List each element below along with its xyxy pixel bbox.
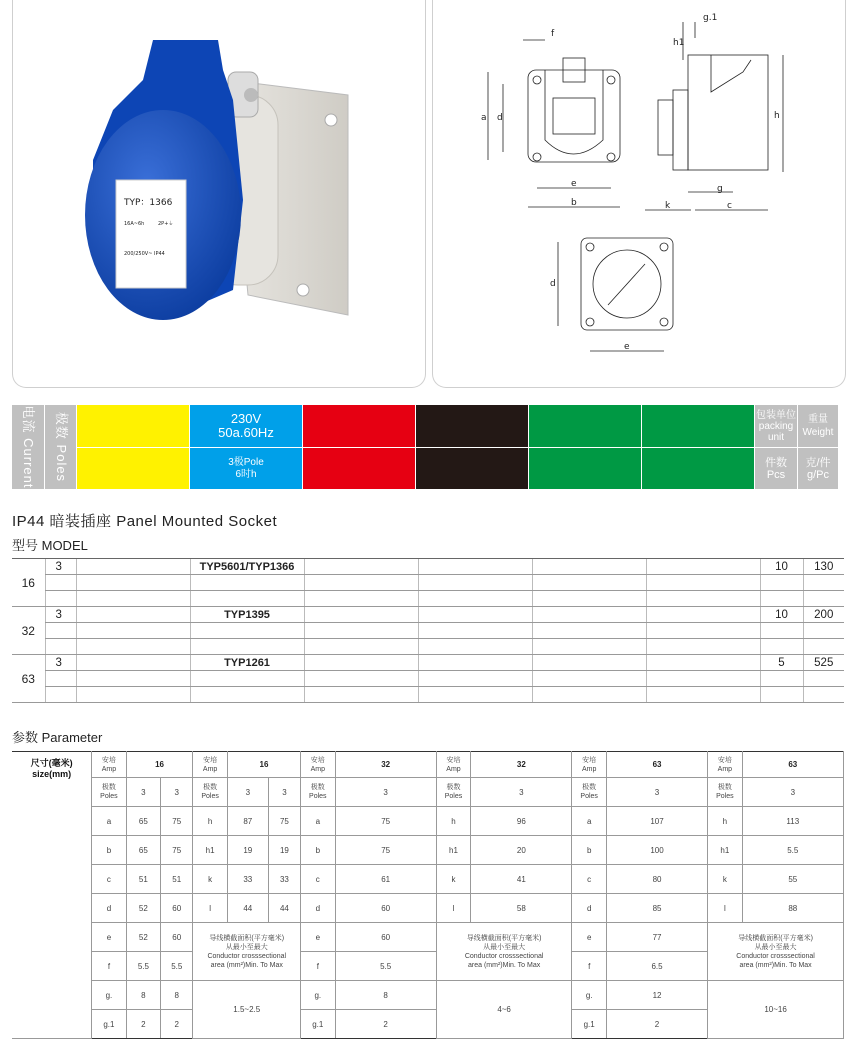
color-cell-green xyxy=(528,405,641,489)
empty-cell xyxy=(760,623,803,639)
empty-cell xyxy=(45,639,76,655)
dim-value: 60 xyxy=(161,923,193,952)
dim-value: 52 xyxy=(126,923,160,952)
table-row xyxy=(12,655,844,671)
dim-value: 85 xyxy=(606,894,707,923)
bilingual-label: 极数 Poles xyxy=(201,784,219,800)
parameter-table xyxy=(12,751,844,1039)
conductor-label: 导线横截面积(平方毫米) 从最小至最大 Conductor crosssectional area (mm²)Min. To Max xyxy=(436,923,572,981)
dim-value: 58 xyxy=(471,894,572,923)
table-row xyxy=(12,623,844,639)
page-title: IP44 暗装插座 Panel Mounted Socket xyxy=(12,513,278,530)
grams-per-piece-cn: 克/件 xyxy=(805,457,831,469)
empty-cell xyxy=(304,559,418,575)
poles-label xyxy=(92,778,126,807)
bilingual-label: 安培 Amp xyxy=(202,756,218,773)
empty-cell xyxy=(76,623,190,639)
empty-cell xyxy=(304,575,418,591)
dim-value: 60 xyxy=(335,894,436,923)
dim-key: h xyxy=(708,807,742,836)
dim-value: 20 xyxy=(471,836,572,865)
empty-cell xyxy=(190,687,304,703)
empty-cell xyxy=(532,639,646,655)
empty-cell xyxy=(190,623,304,639)
table-row xyxy=(12,639,844,655)
empty-cell xyxy=(190,575,304,591)
table-row xyxy=(12,671,844,687)
amp-value: 32 xyxy=(471,752,572,778)
poles-value: 3 xyxy=(606,778,707,807)
dim-key: b xyxy=(92,836,126,865)
table-row xyxy=(12,752,844,778)
table-row xyxy=(12,865,844,894)
empty-cell xyxy=(418,623,532,639)
empty-cell xyxy=(45,687,76,703)
dim-value: 113 xyxy=(742,807,843,836)
empty-cell xyxy=(45,671,76,687)
empty-cell xyxy=(803,575,844,591)
table-row xyxy=(12,923,844,952)
dim-key: l xyxy=(708,894,742,923)
dim-value: 12 xyxy=(606,981,707,1010)
poles-label xyxy=(572,778,606,807)
poles-value: 3 xyxy=(742,778,843,807)
empty-cell xyxy=(532,607,646,623)
dim-key: h1 xyxy=(708,836,742,865)
dim-key: h1 xyxy=(193,836,227,865)
table-row xyxy=(12,807,844,836)
empty-cell xyxy=(76,671,190,687)
label-poles: 2P+⏚ xyxy=(158,221,174,227)
amp-label xyxy=(708,752,742,778)
dim-value: 87 xyxy=(227,807,268,836)
empty-cell xyxy=(646,575,760,591)
empty-cell xyxy=(418,687,532,703)
empty-cell xyxy=(418,559,532,575)
empty-cell xyxy=(45,623,76,639)
empty-cell xyxy=(646,559,760,575)
dim-value: 107 xyxy=(606,807,707,836)
empty-cell xyxy=(760,687,803,703)
empty-cell xyxy=(190,671,304,687)
empty-cell xyxy=(45,575,76,591)
dim-a: a xyxy=(481,113,487,123)
empty-cell xyxy=(532,671,646,687)
poles-value: 3 xyxy=(335,778,436,807)
packing-unit-en-2: unit xyxy=(767,431,785,443)
empty-cell xyxy=(646,639,760,655)
bilingual-label: 极数 Poles xyxy=(444,784,463,800)
amp-label xyxy=(301,752,335,778)
pcs-en: Pcs xyxy=(766,469,786,481)
dim-value: 33 xyxy=(268,865,300,894)
empty-cell xyxy=(760,639,803,655)
empty-cell xyxy=(532,559,646,575)
weight-en: Weight xyxy=(802,427,834,438)
dim-value: 44 xyxy=(227,894,268,923)
dimension-drawing xyxy=(433,0,845,387)
empty-cell xyxy=(646,623,760,639)
dim-key: h1 xyxy=(436,836,470,865)
weight-cell xyxy=(797,405,838,489)
empty-cell xyxy=(76,607,190,623)
dim-key: l xyxy=(193,894,227,923)
empty-cell xyxy=(45,591,76,607)
pcs-cell: 10 xyxy=(760,559,803,575)
dim-e: e xyxy=(571,179,577,189)
dim-key: c xyxy=(92,865,126,894)
packing-unit-cn: 包装单位 xyxy=(756,409,796,421)
poles-label xyxy=(193,778,227,807)
empty-cell xyxy=(532,655,646,671)
poles-cell: 3 xyxy=(45,559,76,575)
empty-cell xyxy=(190,591,304,607)
empty-cell xyxy=(803,591,844,607)
dim-value: 100 xyxy=(606,836,707,865)
empty-cell xyxy=(418,575,532,591)
dim-value: 55 xyxy=(742,865,843,894)
dim-value: 8 xyxy=(126,981,160,1010)
dim-key: d xyxy=(572,894,606,923)
empty-cell xyxy=(76,559,190,575)
empty-cell xyxy=(760,591,803,607)
dim-value: 19 xyxy=(227,836,268,865)
empty-cell xyxy=(304,639,418,655)
poles-label: 极数 Poles xyxy=(53,411,69,483)
color-cell-black xyxy=(415,405,528,489)
empty-cell xyxy=(76,687,190,703)
dim-value: 5.5 xyxy=(126,952,160,981)
amp-cell: 16 xyxy=(12,559,45,607)
dim-key: c xyxy=(572,865,606,894)
poles-cell: 3 xyxy=(45,607,76,623)
label-volt: 200/250V~ IP44 xyxy=(124,251,165,257)
table-row xyxy=(12,778,844,807)
weight-cell: 200 xyxy=(803,607,844,623)
empty-cell xyxy=(76,575,190,591)
pole-count-label: 3极Pole xyxy=(228,457,264,468)
dim-value: 5.5 xyxy=(742,836,843,865)
amp-label xyxy=(436,752,470,778)
amp-value: 63 xyxy=(606,752,707,778)
empty-cell xyxy=(803,671,844,687)
empty-cell xyxy=(418,655,532,671)
dim-key: a xyxy=(92,807,126,836)
dim-value: 44 xyxy=(268,894,300,923)
pcs-cn: 件数 xyxy=(765,457,787,469)
empty-cell xyxy=(304,591,418,607)
model-number-cell: TYP1395 xyxy=(190,607,304,623)
dim-key: g.1 xyxy=(572,1010,606,1039)
amp-value: 16 xyxy=(227,752,300,778)
dim-value: 65 xyxy=(126,836,160,865)
amp-cell: 63 xyxy=(12,655,45,703)
dim-key: f xyxy=(301,952,335,981)
dim-key: h xyxy=(436,807,470,836)
empty-cell xyxy=(646,591,760,607)
empty-cell xyxy=(532,623,646,639)
conductor-range: 10~16 xyxy=(708,981,844,1039)
weight-cell: 130 xyxy=(803,559,844,575)
dim-value: 75 xyxy=(161,807,193,836)
dim-key: g. xyxy=(301,981,335,1010)
empty-cell xyxy=(646,687,760,703)
weight-cn: 重量 xyxy=(808,414,828,425)
dim-value: 2 xyxy=(606,1010,707,1039)
empty-cell xyxy=(304,687,418,703)
dim-key: b xyxy=(572,836,606,865)
model-number-cell: TYP1261 xyxy=(190,655,304,671)
table-row xyxy=(12,894,844,923)
dim-key: l xyxy=(436,894,470,923)
poles-value: 3 xyxy=(126,778,160,807)
parameter-label: 参数 Parameter xyxy=(12,730,103,745)
dim-b: b xyxy=(571,198,577,208)
dim-key: f xyxy=(92,952,126,981)
empty-cell xyxy=(418,671,532,687)
amp-cell: 32 xyxy=(12,607,45,655)
poles-value: 3 xyxy=(268,778,300,807)
table-row xyxy=(12,591,844,607)
dim-value: 2 xyxy=(335,1010,436,1039)
dim-key: g. xyxy=(572,981,606,1010)
dim-key: e xyxy=(301,923,335,952)
empty-cell xyxy=(646,655,760,671)
table-row xyxy=(12,575,844,591)
bilingual-label: 安培 Amp xyxy=(310,756,325,773)
dim-value: 51 xyxy=(161,865,193,894)
packing-unit-cell xyxy=(754,405,797,489)
amp-value: 16 xyxy=(126,752,193,778)
bilingual-label: 安培 Amp xyxy=(717,756,733,773)
size-label-cell: 尺寸(毫米) size(mm) xyxy=(12,752,92,1039)
dim-value: 5.5 xyxy=(335,952,436,981)
bilingual-label: 极数 Poles xyxy=(309,784,327,800)
dim-key: g.1 xyxy=(301,1010,335,1039)
grams-per-piece-en: g/Pc xyxy=(806,469,829,481)
empty-cell xyxy=(760,671,803,687)
dim-value: 8 xyxy=(335,981,436,1010)
dim-value: 75 xyxy=(335,807,436,836)
empty-cell xyxy=(418,607,532,623)
dim-value: 60 xyxy=(161,894,193,923)
poles-label xyxy=(301,778,335,807)
dim-value: 33 xyxy=(227,865,268,894)
dim-key: a xyxy=(572,807,606,836)
dim-key: k xyxy=(193,865,227,894)
bilingual-label: 极数 Poles xyxy=(100,784,118,800)
poles-label-cell xyxy=(44,405,76,489)
empty-cell xyxy=(532,575,646,591)
current-label: 电流 Current xyxy=(21,405,36,489)
dim-value: 77 xyxy=(606,923,707,952)
dim-value: 2 xyxy=(126,1010,160,1039)
empty-cell xyxy=(76,591,190,607)
color-cell-yellow xyxy=(76,405,189,489)
dim-key: e xyxy=(572,923,606,952)
bilingual-label: 安培 Amp xyxy=(581,756,597,773)
conductor-label: 导线横截面积(平方毫米) 从最小至最大 Conductor crosssectional area (mm²)Min. To Max xyxy=(708,923,844,981)
bilingual-label: 安培 Amp xyxy=(446,756,461,773)
empty-cell xyxy=(803,623,844,639)
model-label: 型号 MODEL xyxy=(12,538,88,553)
empty-cell xyxy=(304,655,418,671)
poles-value: 3 xyxy=(471,778,572,807)
poles-label xyxy=(708,778,742,807)
dim-value: 65 xyxy=(126,807,160,836)
dim-g1: g.1 xyxy=(703,13,718,23)
poles-value: 3 xyxy=(227,778,268,807)
current-label-cell xyxy=(12,405,44,489)
dim-value: 75 xyxy=(335,836,436,865)
empty-cell xyxy=(76,639,190,655)
table-row xyxy=(12,981,844,1010)
dim-key: c xyxy=(301,865,335,894)
pcs-cell: 5 xyxy=(760,655,803,671)
dim-f: f xyxy=(551,29,555,39)
empty-cell xyxy=(646,671,760,687)
dim-key: f xyxy=(572,952,606,981)
dim-value: 41 xyxy=(471,865,572,894)
dim-g: g xyxy=(717,184,723,194)
poles-cell: 3 xyxy=(45,655,76,671)
empty-cell xyxy=(76,655,190,671)
technical-drawing-panel xyxy=(432,0,846,388)
dim-value: 75 xyxy=(268,807,300,836)
table-row xyxy=(12,559,844,575)
dim-h: h xyxy=(774,111,780,121)
dim-key: d xyxy=(92,894,126,923)
dim-e-bottom: e xyxy=(624,342,630,352)
label-typ: TYP：1366 xyxy=(124,198,173,208)
bilingual-label: 极数 Poles xyxy=(580,784,598,800)
dim-value: 6.5 xyxy=(606,952,707,981)
dim-value: 51 xyxy=(126,865,160,894)
empty-cell xyxy=(646,607,760,623)
dim-key: g. xyxy=(92,981,126,1010)
pcs-cell: 10 xyxy=(760,607,803,623)
empty-cell xyxy=(532,591,646,607)
hour-position-label: 6时h xyxy=(235,469,257,480)
amp-label xyxy=(193,752,227,778)
conductor-range: 1.5~2.5 xyxy=(193,981,301,1039)
dim-key: k xyxy=(436,865,470,894)
color-cell-blue xyxy=(189,405,302,489)
dim-value: 52 xyxy=(126,894,160,923)
bilingual-label: 极数 Poles xyxy=(716,784,734,800)
dim-h1: h1 xyxy=(673,38,685,48)
dim-value: 80 xyxy=(606,865,707,894)
weight-cell: 525 xyxy=(803,655,844,671)
socket-illustration xyxy=(13,0,425,387)
dim-d: d xyxy=(497,113,503,123)
poles-value: 3 xyxy=(161,778,193,807)
empty-cell xyxy=(190,639,304,655)
empty-cell xyxy=(532,687,646,703)
empty-cell xyxy=(760,575,803,591)
dim-value: 96 xyxy=(471,807,572,836)
dim-value: 5.5 xyxy=(161,952,193,981)
dim-key: b xyxy=(301,836,335,865)
empty-cell xyxy=(418,639,532,655)
dim-value: 8 xyxy=(161,981,193,1010)
color-cell-red xyxy=(302,405,415,489)
dim-k: k xyxy=(665,201,671,211)
empty-cell xyxy=(418,591,532,607)
dim-key: k xyxy=(708,865,742,894)
empty-cell xyxy=(803,639,844,655)
poles-label xyxy=(436,778,470,807)
dim-key: h xyxy=(193,807,227,836)
dim-key: a xyxy=(301,807,335,836)
model-number-cell: TYP5601/TYP1366 xyxy=(190,559,304,575)
dim-key: e xyxy=(92,923,126,952)
dim-value: 88 xyxy=(742,894,843,923)
dim-c: c xyxy=(727,201,732,211)
dim-key: d xyxy=(301,894,335,923)
empty-cell xyxy=(304,671,418,687)
dim-value: 19 xyxy=(268,836,300,865)
dim-value: 75 xyxy=(161,836,193,865)
conductor-label: 导线横截面积(平方毫米) 从最小至最大 Conductor crosssectional area (mm²)Min. To Max xyxy=(193,923,301,981)
dim-key: g.1 xyxy=(92,1010,126,1039)
dim-value: 61 xyxy=(335,865,436,894)
label-amp: 16A~6h xyxy=(124,221,145,227)
color-cell-green-2 xyxy=(641,405,754,489)
table-row xyxy=(12,607,844,623)
dim-d-bottom: d xyxy=(550,279,556,289)
frequency-label: 50a.60Hz xyxy=(218,425,274,440)
model-table xyxy=(12,558,844,703)
dim-value: 2 xyxy=(161,1010,193,1039)
dim-value: 60 xyxy=(335,923,436,952)
amp-value: 32 xyxy=(335,752,436,778)
amp-label xyxy=(572,752,606,778)
conductor-range: 4~6 xyxy=(436,981,572,1039)
empty-cell xyxy=(304,623,418,639)
empty-cell xyxy=(803,687,844,703)
product-photo-panel xyxy=(12,0,426,388)
voltage-label: 230V xyxy=(230,411,262,426)
table-row xyxy=(12,687,844,703)
packing-unit-en: packing xyxy=(758,420,794,432)
empty-cell xyxy=(304,607,418,623)
bilingual-label: 安培 Amp xyxy=(101,756,117,773)
color-band xyxy=(12,405,844,489)
table-row xyxy=(12,836,844,865)
amp-label xyxy=(92,752,126,778)
amp-value: 63 xyxy=(742,752,843,778)
